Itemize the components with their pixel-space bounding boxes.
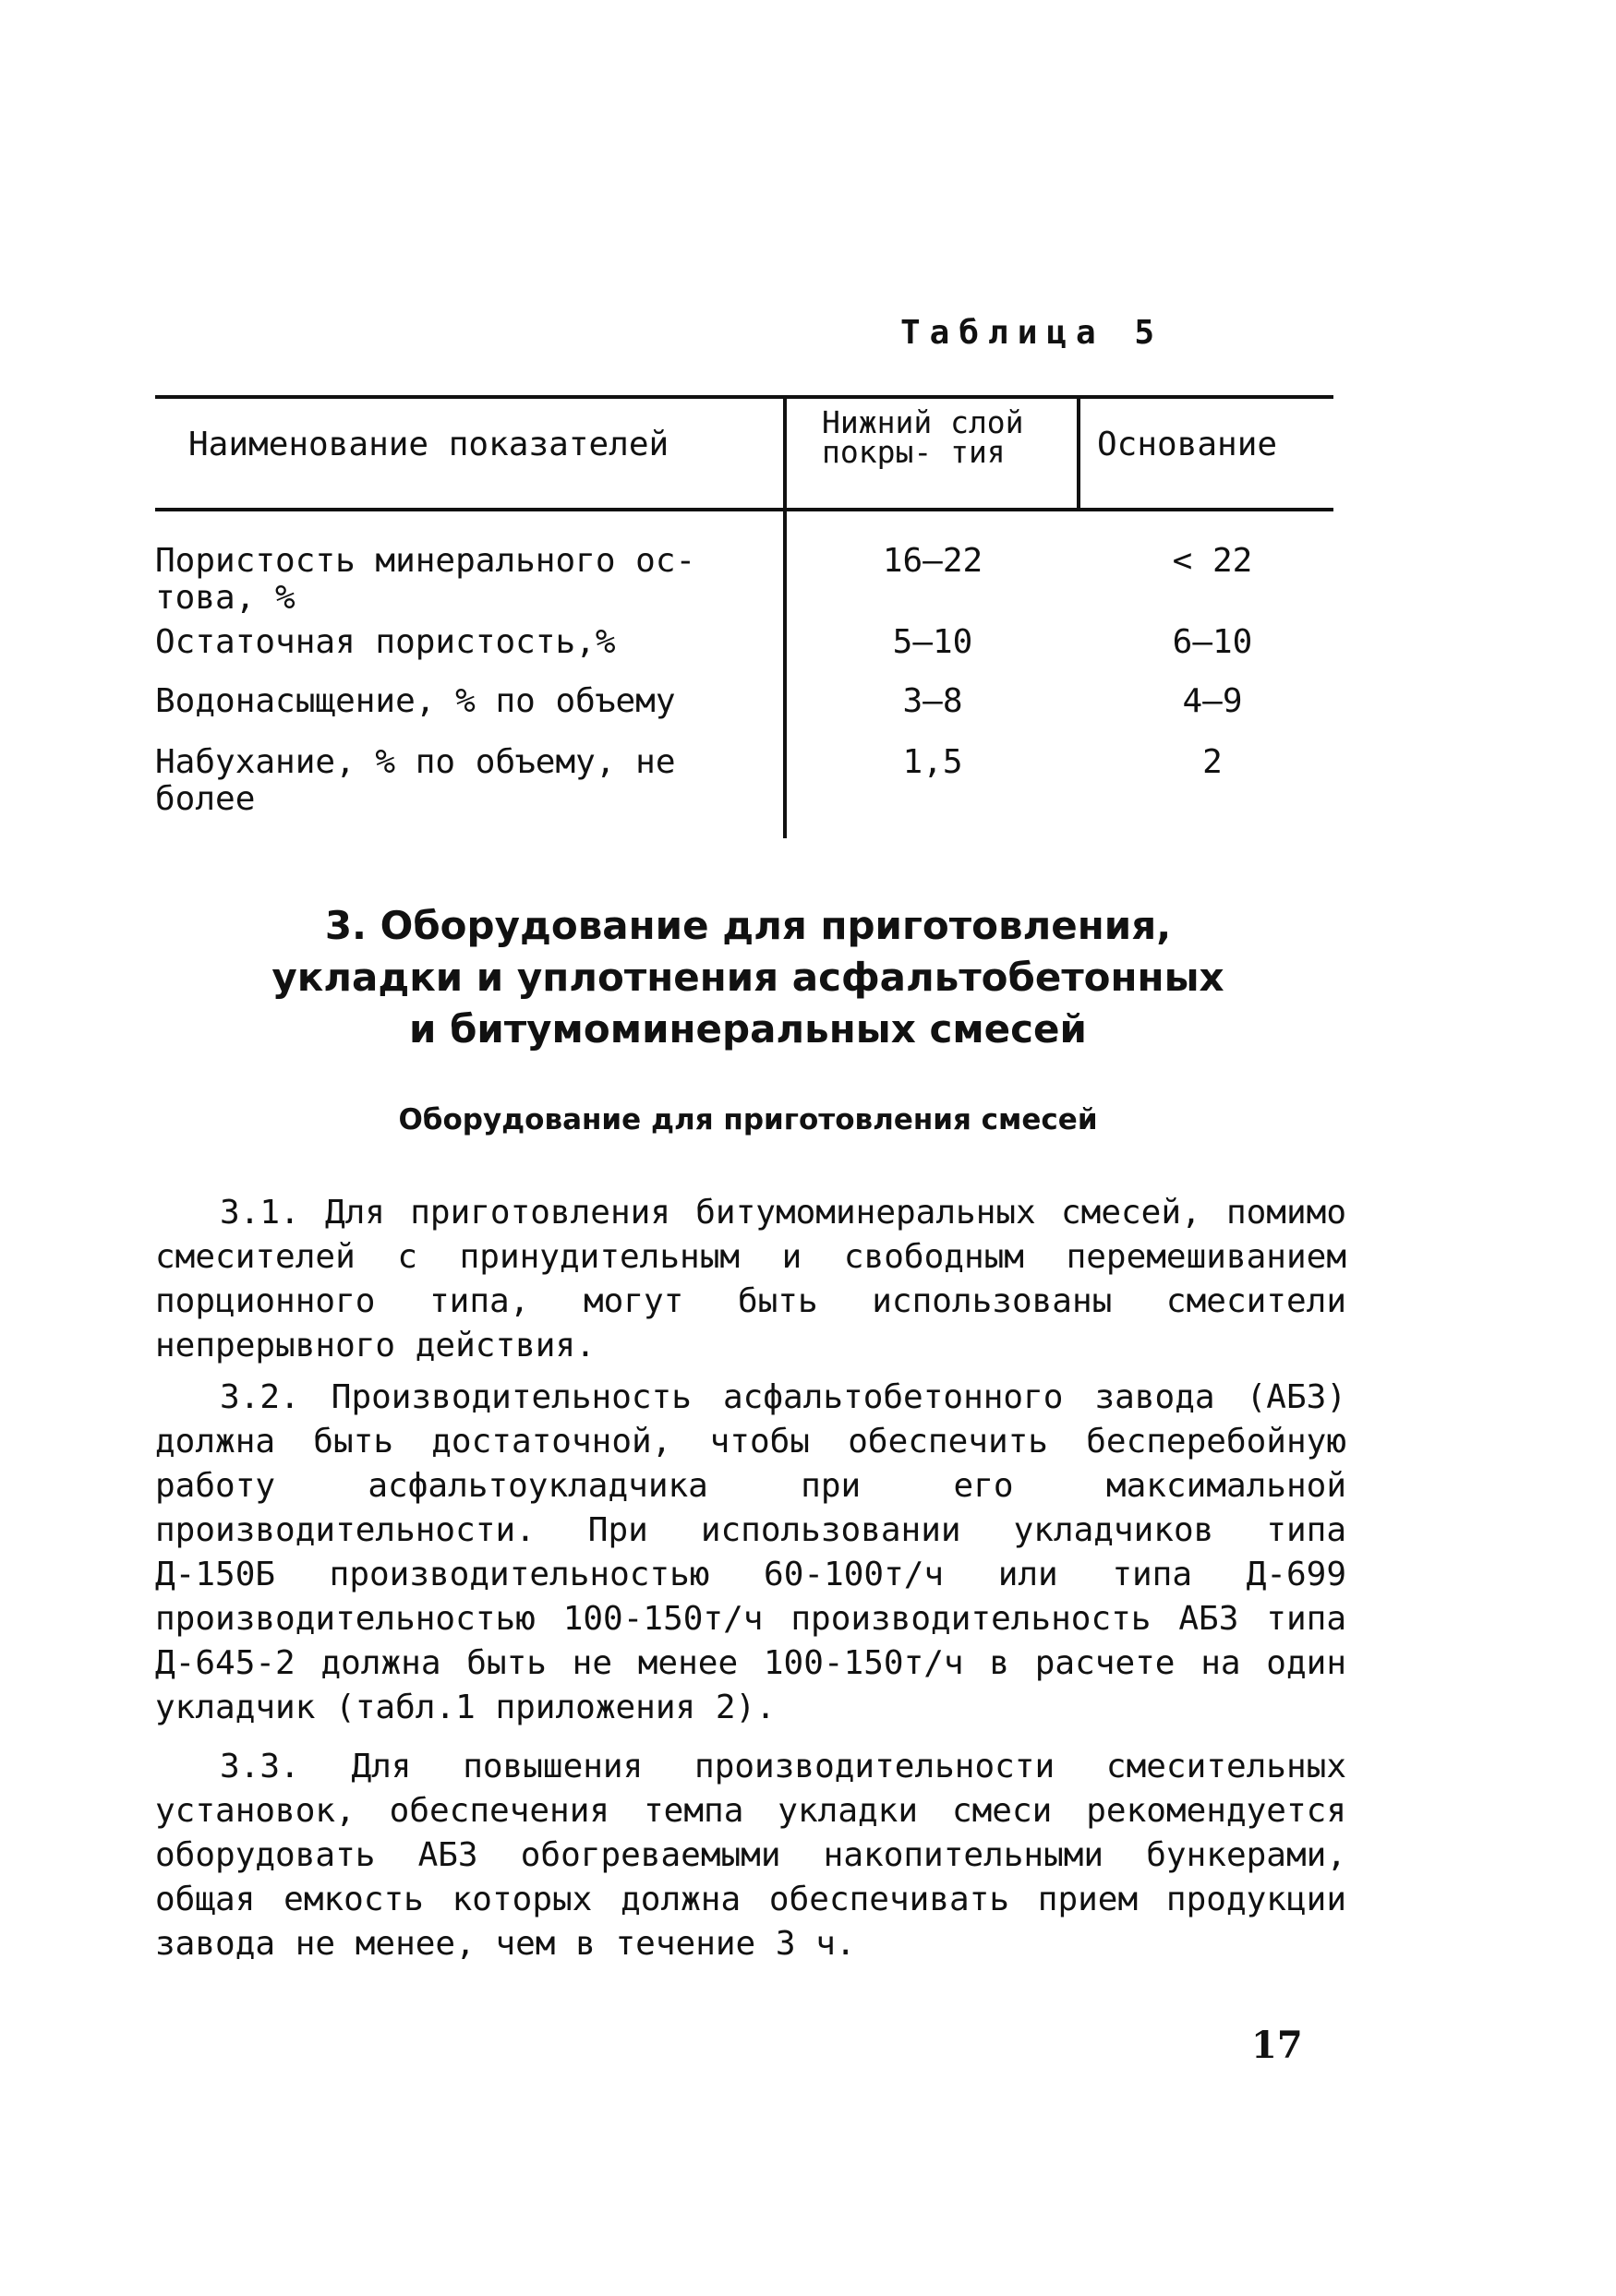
row-lower-layer-value: 1,5 xyxy=(902,743,963,781)
section-title-line: 3. Оборудование для приготовления, xyxy=(324,903,1172,948)
table-top-rule xyxy=(155,395,1333,399)
row-base-value: 6–10 xyxy=(1172,623,1253,661)
table-caption: Таблица 5 xyxy=(900,314,1164,352)
row-base-value: < 22 xyxy=(1172,542,1253,580)
subsection-title: Оборудование для приготовления смесей xyxy=(398,1103,1098,1136)
row-name: Набухание, % по объему, не более xyxy=(155,743,676,818)
section-title-line: и битумоминеральных смесей xyxy=(409,1006,1087,1052)
page-number: 17 xyxy=(1251,2024,1303,2067)
paragraph-text: 3.1. Для приготовления битумоминеральных смесей, помимо смесителей с принудительным и свободным перемешиванием порционного типа, могут быть использованы смесители непрерывного действия. xyxy=(155,1194,1346,1364)
paragraph-text: 3.3. Для повышения производительности смесительных установок, обеспечения темпа укладки смеси рекомендуется оборудовать АБЗ обогреваемыми накопительными бункерами, общая емкость которых должна обеспечивать прием продукции завода не менее, чем в течение 3 ч. xyxy=(155,1748,1346,1963)
row-name: Водонасыщение, % по объему xyxy=(155,682,676,720)
row-base-value: 4–9 xyxy=(1182,682,1243,720)
section-title xyxy=(157,900,1339,1055)
header-name: Наименование показателей xyxy=(188,426,669,463)
row-name: Остаточная пористость,% xyxy=(155,623,616,661)
table-header-rule xyxy=(155,508,1333,511)
table-header-divider xyxy=(1077,395,1080,511)
row-base-value: 2 xyxy=(1202,743,1223,781)
row-lower-layer-value: 3–8 xyxy=(902,682,963,720)
paragraph-text: 3.2. Производительность асфальтобетонного завода (АБЗ) должна быть достаточной, чтобы обеспечить бесперебойную работу асфальтоукладчика при его максимальной производительности. При использовании укладчиков типа Д-150Б производительностью 60-100т/ч или типа Д-699 производительностью 100-150т/ч производительность АБЗ типа Д-645-2 должна быть не менее 100-150т/ч в расчете на один укладчик (табл.1 приложения 2). xyxy=(155,1378,1346,1726)
table-column-divider xyxy=(783,395,787,838)
row-lower-layer-value: 5–10 xyxy=(892,623,973,661)
paragraph-3-2 xyxy=(155,1376,1346,1730)
row-lower-layer-value: 16–22 xyxy=(882,542,983,580)
header-base: Основание xyxy=(1097,426,1278,463)
paragraph-3-3 xyxy=(155,1745,1346,1966)
row-name: Пористость минерального ос- това, % xyxy=(155,542,696,617)
section-title-line: укладки и уплотнения асфальтобетонных xyxy=(271,955,1224,1000)
header-lower-layer: Нижний слой покры- тия xyxy=(822,404,1024,470)
paragraph-3-1 xyxy=(155,1191,1346,1368)
